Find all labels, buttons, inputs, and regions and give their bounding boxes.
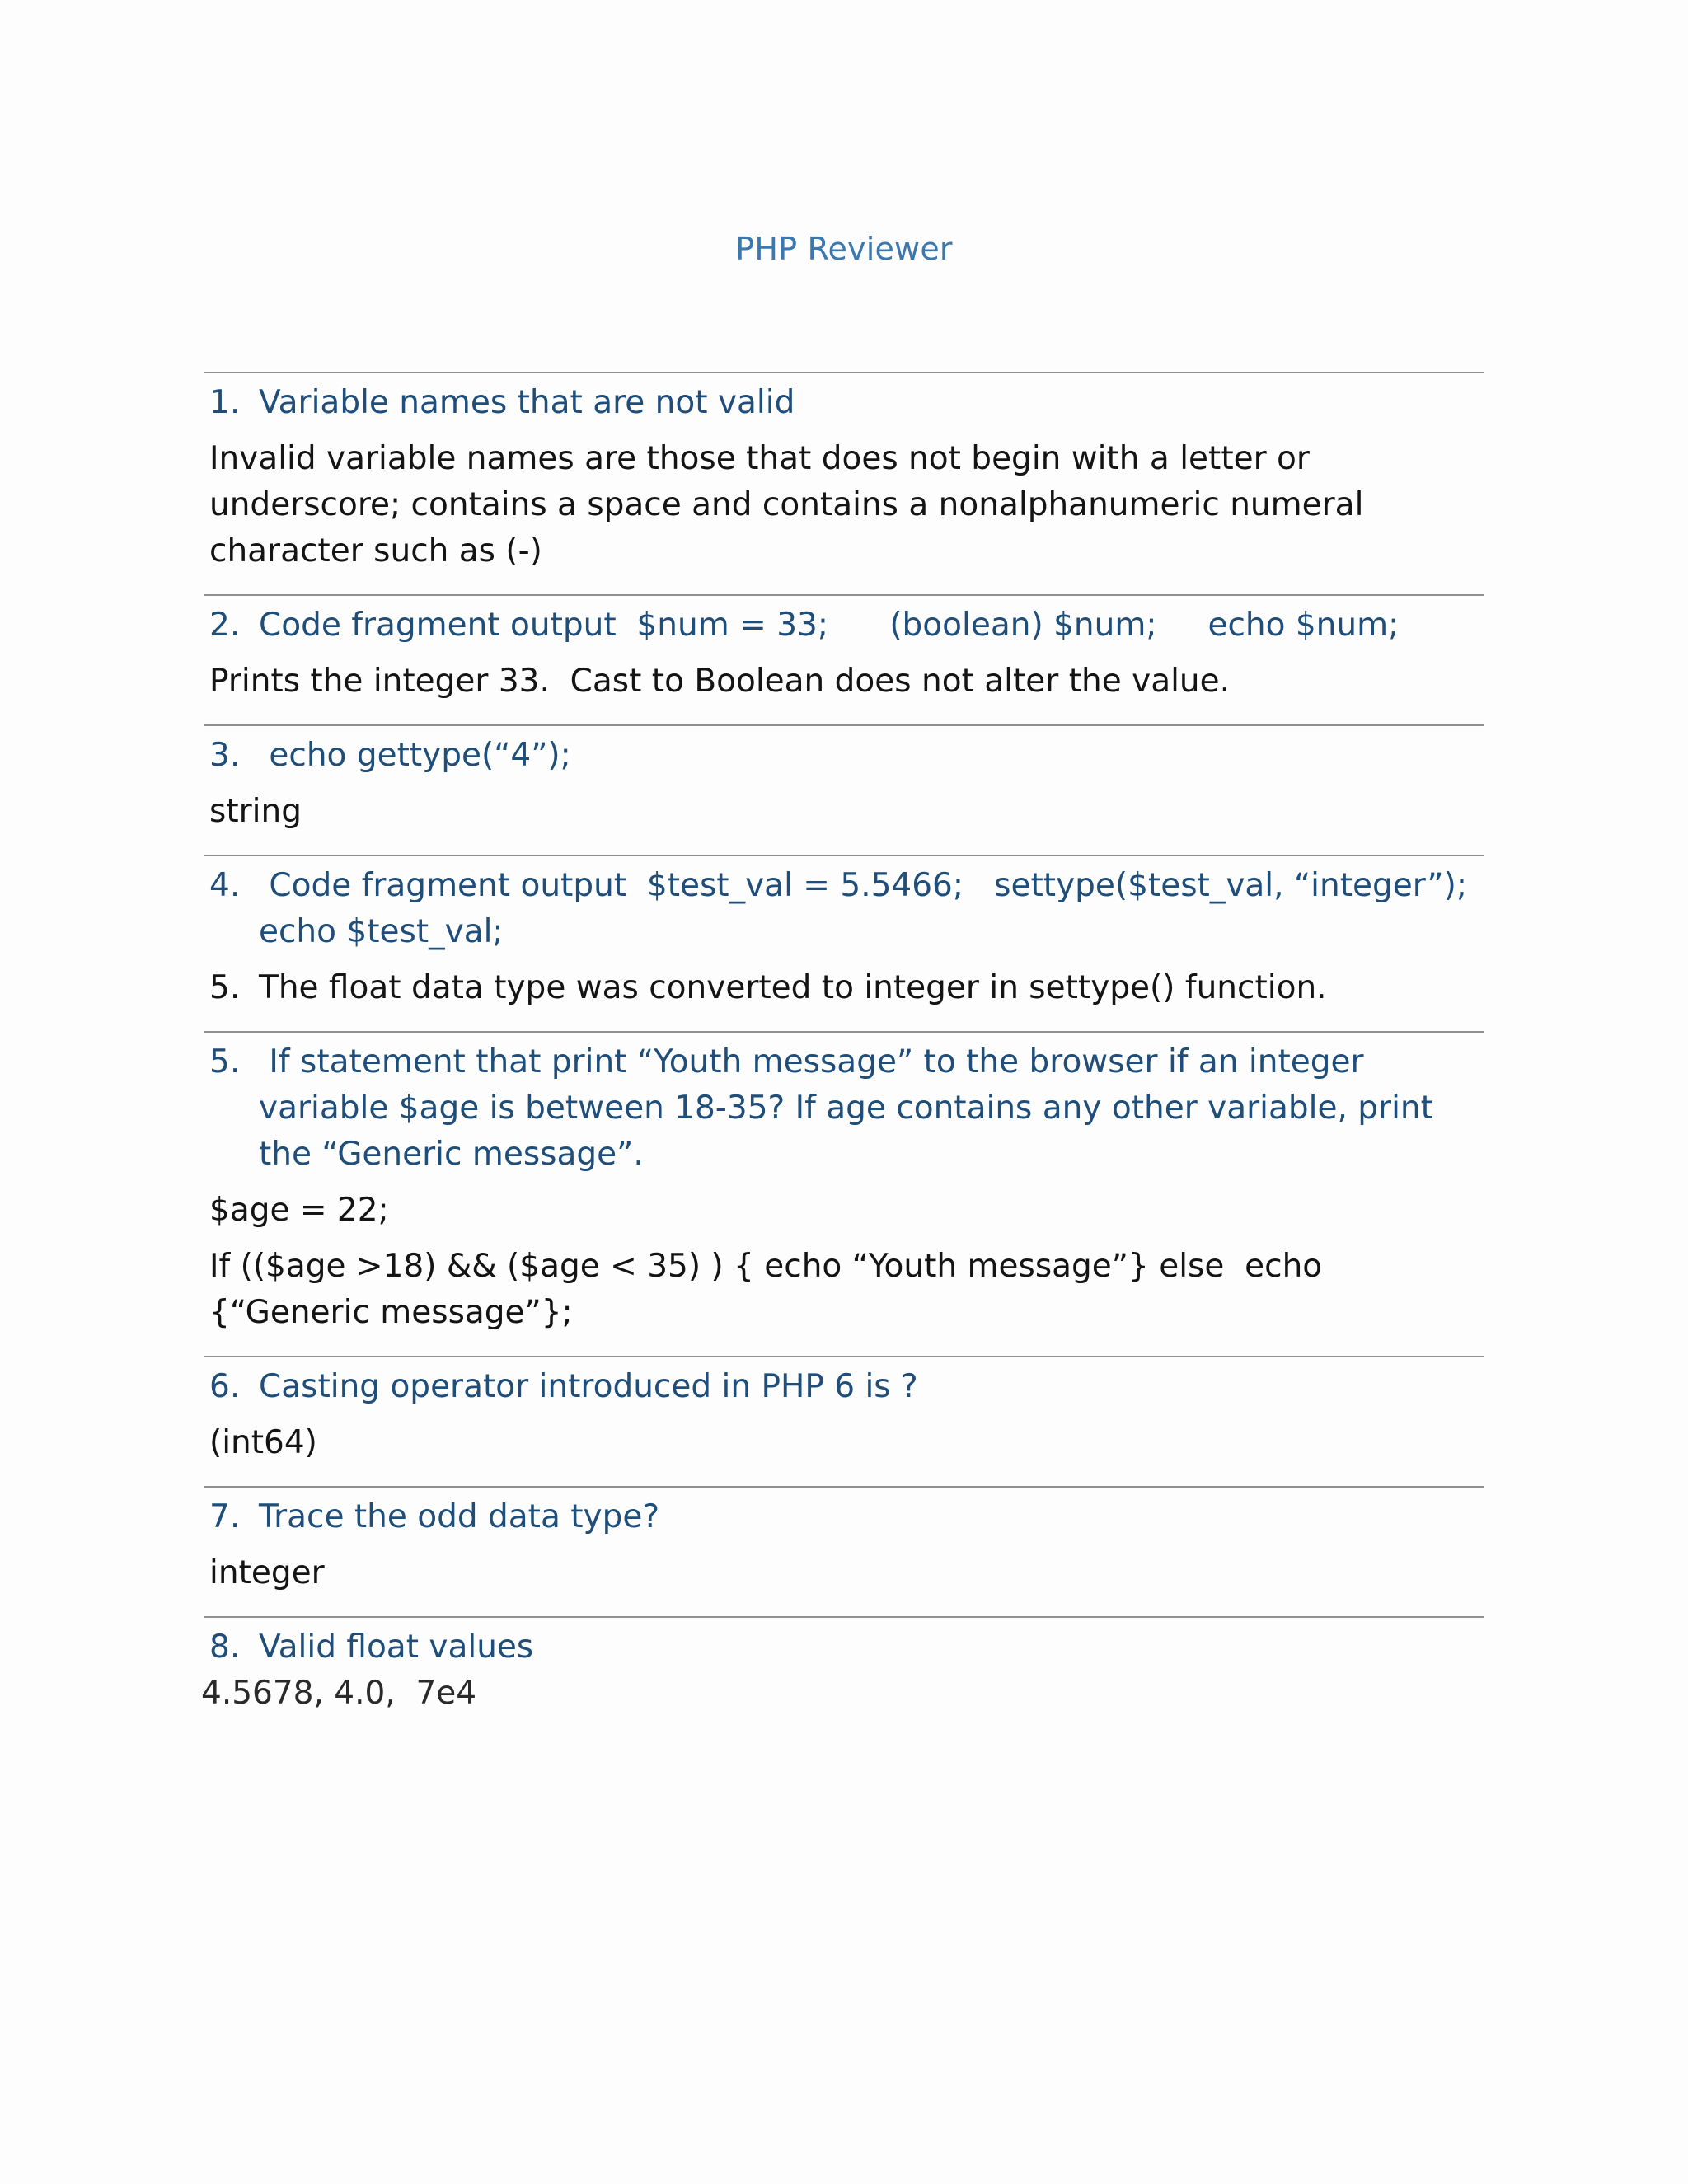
question-section-3 [204, 724, 1484, 835]
question-4 [209, 863, 1498, 955]
question-number: 5. [209, 1043, 241, 1080]
reviewer-content [201, 372, 1498, 1736]
question-8 [209, 1624, 1484, 1671]
question-section-6 [204, 1356, 1484, 1466]
answer-2: Prints the integer 33. Cast to Boolean does not alter the value. [209, 663, 1231, 700]
answer-1: Invalid variable names are those that does not begin with a letter or underscore; contains a space and contains a nonalphanumeric numeral character such as (-) [209, 440, 1374, 569]
question-6 [209, 1364, 1484, 1410]
question-1 [209, 380, 1484, 426]
question-number: 2. [209, 607, 241, 644]
answer-5-line-2: If (($age >18) && ($age < 35) ) { echo “Youth message”} else echo {“Generic message”}; [209, 1248, 1333, 1331]
question-3 [209, 733, 1484, 779]
answer-8: 4.5678, 4.0, 7e4 [201, 1675, 477, 1712]
question-section-1 [204, 372, 1484, 574]
answer-6: (int64) [209, 1424, 317, 1461]
question-5 [209, 1039, 1484, 1178]
question-number: 6. [209, 1368, 241, 1405]
answer-7: integer [209, 1554, 325, 1591]
question-section-7 [204, 1486, 1484, 1596]
question-text: Casting operator introduced in PHP 6 is ? [259, 1368, 918, 1405]
question-number: 7. [209, 1498, 241, 1535]
answer-5-line-1: $age = 22; [209, 1192, 389, 1229]
question-text: Variable names that are not valid [259, 384, 795, 421]
answer-3: string [209, 793, 302, 830]
question-text: echo gettype(“4”); [259, 737, 571, 774]
question-section-4 [204, 855, 1498, 1011]
answer-4 [209, 965, 1484, 1011]
question-7 [209, 1494, 1484, 1540]
question-number: 8. [209, 1629, 241, 1666]
question-number: 3. [209, 737, 241, 774]
question-text: Code fragment output $test_val = 5.5466; settype($test_val, “integer”); echo $test_val; [259, 867, 1498, 950]
question-2 [209, 602, 1484, 649]
question-text: Valid float values [259, 1629, 534, 1666]
answer-number: 5. [209, 969, 241, 1006]
question-text: If statement that print “Youth message” to the browser if an integer variable $age is between 18-35? If age contains any other variable, print the “Generic message”. [259, 1043, 1444, 1173]
question-section-5 [204, 1031, 1484, 1336]
document-title: PHP Reviewer [735, 231, 953, 267]
question-text: Trace the odd data type? [259, 1498, 660, 1535]
question-number: 4. [209, 867, 241, 904]
question-section-2 [204, 594, 1484, 705]
question-number: 1. [209, 384, 241, 421]
question-text: Code fragment output $num = 33; (boolean) $num; echo $num; [259, 607, 1400, 644]
answer-text: The float data type was converted to integer in settype() function. [259, 969, 1327, 1006]
question-section-8 [201, 1616, 1484, 1717]
